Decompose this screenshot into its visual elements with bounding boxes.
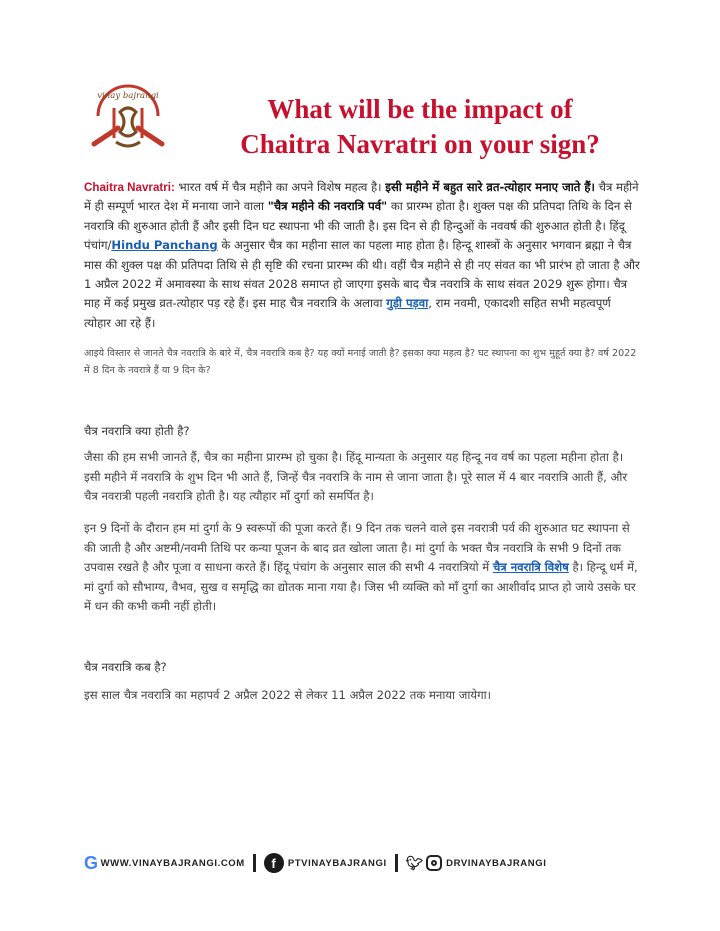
title-line-2: Chaitra Navratri on your sign? — [240, 129, 600, 159]
intro-text-1: भारत वर्ष में चैत्र महीने का अपने विशेष महत्व है। — [174, 180, 386, 194]
intro-text-4: के अनुसार चैत्र का महीना साल का पहला माह होता है। हिन्दू शास्त्रों के अनुसार भगवान ब्रह्मा ने चैत्र मास की शुक्ल पक्ष की प्रतिपदा तिथि से ही सृष्टि की रचना प्रारम्भ की थी। वहीं चैत्र महीने से ही नए संवत का भी प्रारंभ हो जाता है और 1 अप्रैल 2022 में अमावस्या के साथ संवत 2028 समाप्त हो जाएगा इसके बाद चैत्र नवरात्रि के साथ संवत 2029 शुरू होगा। चैत्र माह में कई प्रमुख व्रत-त्योहार पड़ रहे हैं। इस माह चैत्र नवरात्रि के अलावा — [84, 238, 640, 311]
instagram-icon — [426, 855, 442, 871]
intro-paragraph — [84, 178, 640, 333]
section-1-heading: चैत्र नवरात्रि क्या होती है? — [84, 424, 190, 439]
facebook-icon: f — [264, 853, 284, 873]
footer-divider — [253, 854, 256, 872]
intro-text-5: , राम नवमी, एकादशी सहित सभी महत्वपूर्ण त्योहार आ रहे हैं। — [84, 296, 611, 330]
intro-quote: "चैत्र महीने की नवरात्रि पर्व" — [267, 199, 388, 214]
gudi-padwa-link[interactable]: गुड़ी पड़वा — [386, 296, 429, 311]
footer-bar — [84, 852, 640, 874]
title-line-1: What will be the impact of — [267, 94, 573, 124]
footer-website[interactable]: WWW.VINAYBAJRANGI.COM — [100, 857, 245, 869]
twitter-icon: 🐦︎ — [405, 854, 425, 871]
footer-facebook-handle[interactable]: PTVINAYBAJRANGI — [287, 857, 387, 869]
brand-logo — [78, 78, 178, 158]
svg-text:vinay bajrangi: vinay bajrangi — [97, 91, 159, 101]
section-1-paragraph-1: जैसा की हम सभी जानते हैं, चैत्र का महीना प्रारम्भ हो चुका है। हिंदू मान्यता के अनुसार यह हिन्दू नव वर्ष का पहला महीना होता है। इसी महीने में नवरात्रि के शुभ दिन भी आते हैं, जिन्हें चैत्र नवरात्रि के नाम से जाना जाता है। पूरे साल में 4 बार नवरात्रि आती हैं, और चैत्र नवरात्री पहली नवरात्रि होती है। यह त्यौहार माँ दुर्गा को समर्पित है। — [84, 450, 628, 504]
section-2-paragraph: इस साल चैत्र नवरात्रि का महापर्व 2 अप्रैल 2022 से लेकर 11 अप्रैल 2022 तक मनाया जायेगा। — [84, 687, 491, 702]
section-2-heading: चैत्र नवरात्रि कब है? — [84, 659, 167, 674]
section-1-paragraph-2 — [84, 519, 640, 616]
summary-paragraph: आइये विस्तार से जानते चैत्र नवरात्रि के बारे में, चैत्र नवरात्रि कब है? यह क्यों मनाई जाती है? इसका क्या महत्व है? घट स्थापना का शुभ मुहूर्त क्या है? वर्ष 2022 में 8 दिन के नवरात्रे हैं या 9 दिन के? — [84, 348, 637, 377]
hindu-panchang-link[interactable]: Hindu Panchang — [111, 238, 218, 253]
footer-divider — [395, 854, 398, 872]
page-title — [205, 92, 635, 162]
intro-text-3: का प्रारम्भ होता है। शुक्ल पक्ष की प्रतिपदा तिथि के दिन से नवरात्रि की शुरुआत होती हैं और इसी दिन घट स्थापना भी की जाती है। इस दिन से ही हिन्दुओं के नववर्ष की शुरुआत होती है। हिंदू पंचांग/ — [84, 199, 632, 253]
article-body — [84, 178, 640, 705]
google-icon: G — [84, 852, 99, 873]
section-1-text-b: है। हिन्दू धर्म में, मां दुर्गा को सौभाग्य, वैभव, सुख व समृद्धि का द्योतक माना गया है। जिस भी व्यक्ति को माँ दुर्गा का आशीर्वाद प्राप्त हो जाये उसके घर में धन की कभी कमी नहीं होती। — [84, 560, 638, 614]
section-1-text-a: इन 9 दिनों के दौरान हम मां दुर्गा के 9 स्वरूपों की पूजा करते हैं। 9 दिन तक चलने वाले इस नवरात्री पर्व की शुरुआत घट स्थापना से की जाती है और अष्टमी/नवमी तिथि पर कन्या पूजन के बाद व्रत खोला जाता है। मां दुर्गा के भक्त चैत्र नवरात्रि के सभी 9 दिनों तक उपवास रखते है और पूजा व साधना करते हैं। हिंदू पंचांग के अनुसार साल की सभी 4 नवरात्रियो में — [84, 521, 630, 575]
chaitra-navratri-special-link[interactable]: चैत्र नवरात्रि विशेष — [492, 560, 569, 575]
footer-social-handle[interactable]: DRVINAYBAJRANGI — [446, 857, 547, 869]
intro-text-2: चैत्र महीने में ही सम्पूर्ण भारत देश में मनाया जाने वाला — [84, 180, 639, 214]
intro-bold-1: इसी महीने में बहुत सारे व्रत-त्योहार मनाए जाते हैं। — [385, 180, 595, 194]
intro-lead: Chaitra Navratri: — [84, 181, 175, 194]
